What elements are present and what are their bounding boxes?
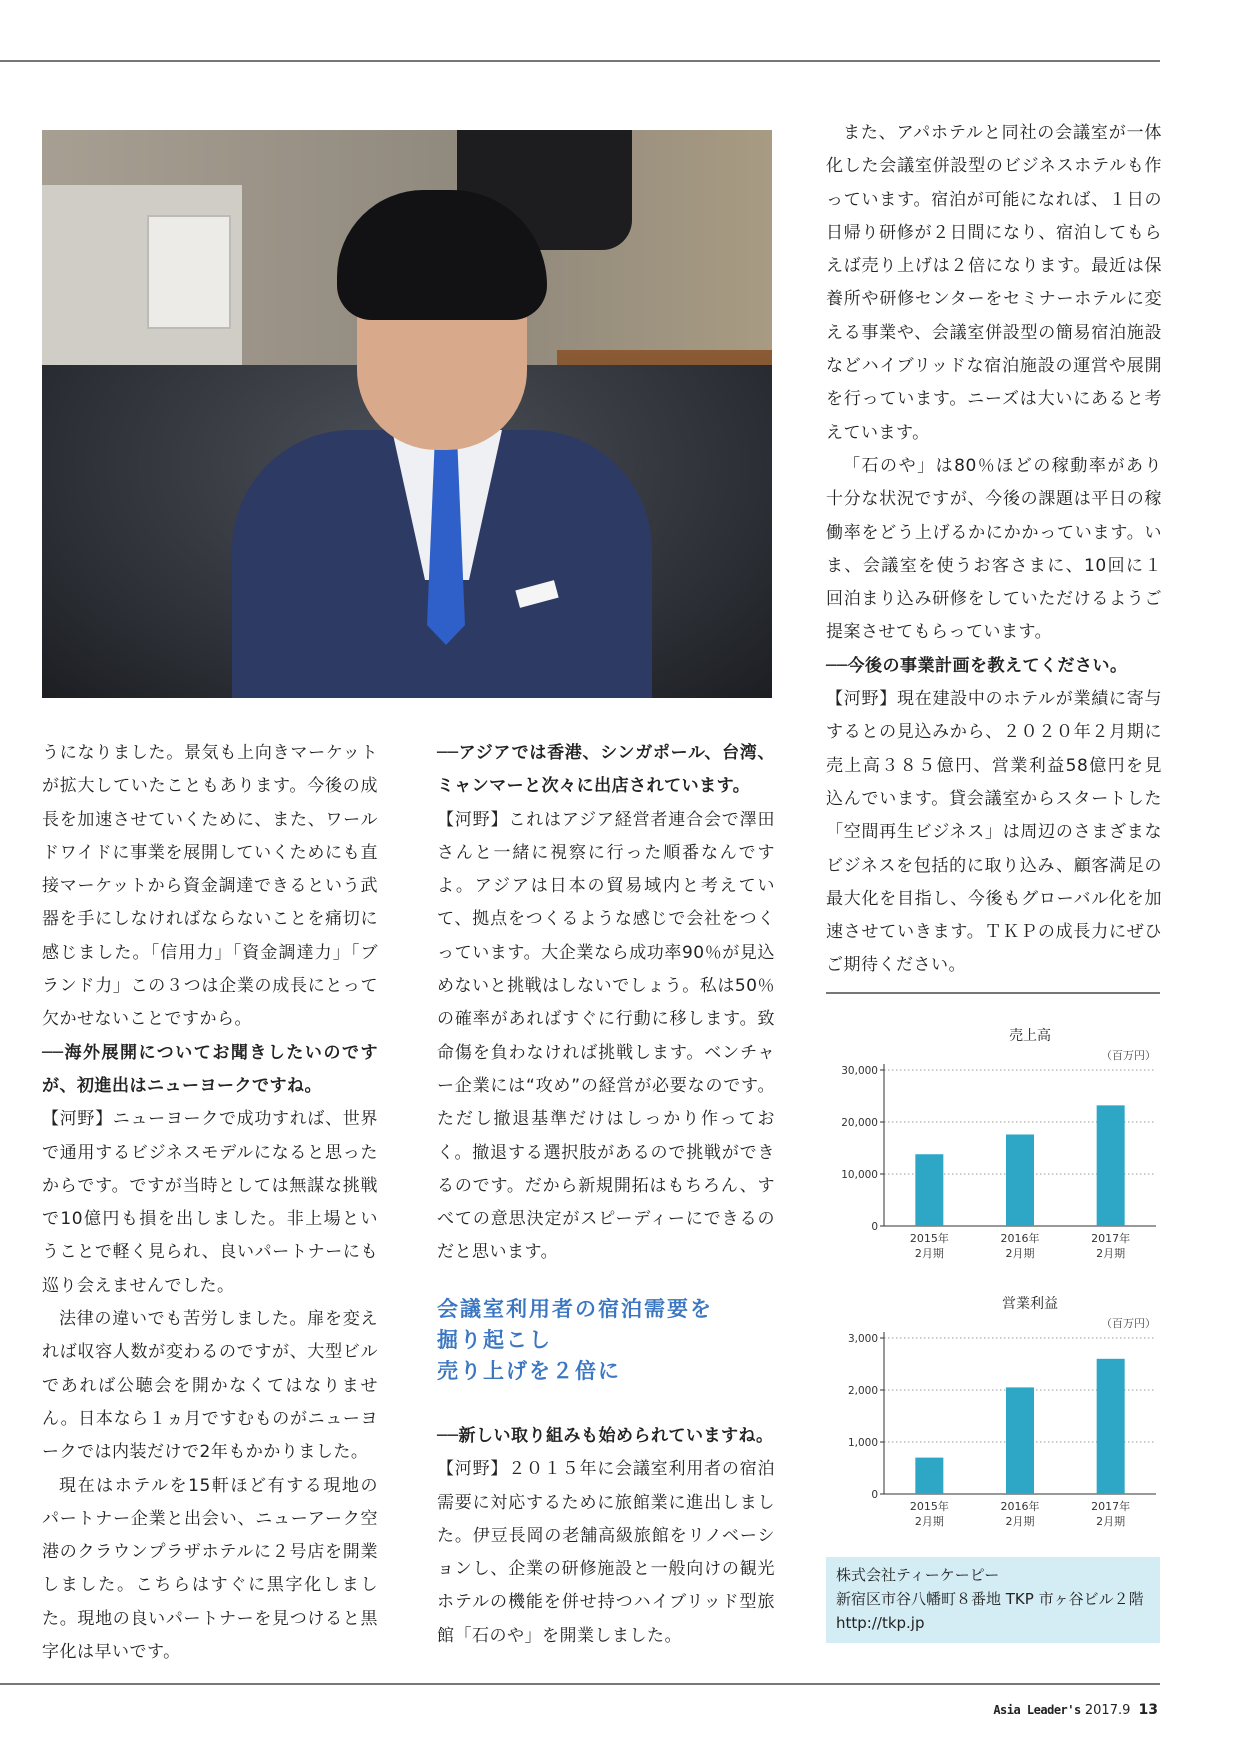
y-tick-label: 0 — [871, 1489, 878, 1501]
bar — [915, 1154, 943, 1226]
interview-question: ──アジアでは香港、シンガポール、台湾、ミャンマーと次々に出店されています。 — [437, 743, 775, 797]
text-column-middle-top — [437, 737, 775, 1270]
bar — [915, 1458, 943, 1494]
top-rule — [0, 60, 1160, 62]
x-tick-label: 2016年 — [1000, 1232, 1040, 1245]
paragraph: 「石のや」は80％ほどの稼動率があり十分な状況ですが、今後の課題は平日の稼働率をどう上げるかにかかっています。いま、会議室を使うお客さまに、10回に１回泊まり込み研修をしていただけるようご提案させてもらっています。 — [826, 455, 1162, 643]
company-url[interactable]: http://tkp.jp — [836, 1614, 925, 1632]
text-column-left — [42, 737, 378, 1669]
chart-title: 営業利益 — [1002, 1296, 1058, 1312]
y-tick-label: 2,000 — [847, 1385, 878, 1397]
company-info-box — [826, 1557, 1160, 1643]
paragraph: 【河野】現在建設中のホテルが業績に寄与するとの見込みから、２０２０年２月期に売上高３８５億円、営業利益58億円を見込んでいます。貸会議室からスタートした「空間再生ビジネス」は周辺のさまざまなビジネスを包括的に取り込み、顧客満足の最大化を目指し、今後もグローバル化を加速させていきます。ＴＫＰの成長力にぜひご期待ください。 — [826, 689, 1162, 976]
x-tick-label: 2015年 — [909, 1500, 949, 1513]
chart-title: 売上高 — [1009, 1028, 1051, 1044]
y-tick-label: 0 — [871, 1221, 878, 1233]
x-tick-label: 2月期 — [1096, 1247, 1126, 1260]
magazine-brand: Asia Leader's — [993, 1703, 1081, 1717]
page-footer — [993, 1702, 1158, 1718]
y-tick-label: 20,000 — [841, 1117, 878, 1129]
paragraph: 【河野】これはアジア経営者連合会で澤田さんと一緒に視察に行った順番なんですよ。アジアは日本の貿易域内と考えていて、拠点をつくるような感じで会社をつくっています。大企業なら成功率90％が見込めないと挑戦はしないでしょう。私は50％の確率があればすぐに行動に移します。致命傷を負わなければ挑戦します。ベンチャー企業には“攻め”の経営が必要なのです。ただし撤退基準だけはしっかり作っておく。撤退する選択肢があるので挑戦ができるのです。だから新規開拓はもちろん、すべての意思決定がスピーディーにできるのだと思います。 — [437, 809, 775, 1263]
bottom-rule — [0, 1683, 1160, 1685]
interview-question: ──海外展開についてお聞きしたいのですが、初進出はニューヨークですね。 — [42, 1042, 378, 1096]
x-tick-label: 2月期 — [914, 1515, 944, 1528]
paragraph: また、アパホテルと同社の会議室が一体化した会議室併設型のビジネスホテルも作っています。宿泊が可能になれば、１日の日帰り研修が２日間になり、宿泊してもらえば売り上げは２倍になります。最近は保養所や研修センターをセミナーホテルに変える事業や、会議室併設型の簡易宿泊施設などハイブリッドな宿泊施設の運営や展開を行っています。ニーズは大いにあると考えています。 — [826, 123, 1162, 443]
bar — [1097, 1105, 1125, 1226]
x-tick-label: 2月期 — [1005, 1247, 1035, 1260]
y-tick-label: 1,000 — [847, 1437, 878, 1449]
text-column-middle-bottom — [437, 1420, 775, 1653]
y-tick-label: 10,000 — [841, 1169, 878, 1181]
page-number: 13 — [1138, 1702, 1158, 1718]
section-heading: 会議室利用者の宿泊需要を 掘り起こし 売り上げを２倍に — [437, 1297, 713, 1383]
interview-photo — [42, 130, 772, 698]
bar — [1097, 1359, 1125, 1494]
interview-question: ──新しい取り組みも始められていますね。 — [437, 1426, 774, 1446]
y-tick-label: 30,000 — [841, 1065, 878, 1077]
chart-svg — [826, 1290, 1166, 1540]
text-column-right — [826, 117, 1162, 983]
paragraph: 現在はホテルを15軒ほど有する現地のパートナー企業と出会い、ニューアーク空港のクラウンプラザホテルに２号店を開業しました。こちらはすぐに黒字化しました。現地の良いパートナーを見つけると黒字化は早いです。 — [42, 1475, 378, 1663]
chart-divider-rule — [826, 992, 1160, 994]
paragraph: 【河野】ニューヨークで成功すれば、世界で通用するビジネスモデルになると思ったからです。ですが当時としては無謀な挑戦で10億円も損を出しました。非上場ということで軽く見られ、良いパートナーにも巡り会えませんでした。 — [42, 1109, 378, 1296]
operating-profit-chart — [826, 1290, 1166, 1540]
paragraph: うになりました。景気も上向きマーケットが拡大していたこともあります。今後の成長を加速させていくために、また、ワールドワイドに事業を展開していくためにも直接マーケットから資金調達できるという武器を手にしなければならないことを痛切に感じました。「信用力」「資金調達力」「ブランド力」この３つは企業の成長にとって欠かせないことですから。 — [42, 743, 378, 1030]
x-tick-label: 2017年 — [1091, 1232, 1131, 1245]
issue-date: 2017.9 — [1084, 1703, 1131, 1718]
chart-svg — [826, 1022, 1166, 1272]
chart-unit: （百万円） — [1101, 1049, 1156, 1062]
y-tick-label: 3,000 — [847, 1333, 878, 1345]
x-tick-label: 2016年 — [1000, 1500, 1040, 1513]
company-name: 株式会社ティーケーピー — [836, 1566, 1000, 1584]
paragraph: 【河野】２０１５年に会議室利用者の宿泊需要に対応するために旅館業に進出しました。伊豆長岡の老舗高級旅館をリノベーションし、企業の研修施設と一般向けの観光ホテルの機能を併せ持つハイブリッド型旅館「石のや」を開業しました。 — [437, 1459, 775, 1646]
x-tick-label: 2017年 — [1091, 1500, 1131, 1513]
paragraph: 法律の違いでも苦労しました。扉を変えれば収容人数が変わるのですが、大型ビルであれば公聴会を開かなくてはなりません。日本なら１ヵ月ですむものがニューヨークでは内装だけで2年もかかりました。 — [42, 1309, 378, 1463]
x-tick-label: 2月期 — [914, 1247, 944, 1260]
person-figure — [232, 190, 652, 698]
x-tick-label: 2月期 — [1096, 1515, 1126, 1528]
bar — [1006, 1387, 1034, 1494]
sales-chart — [826, 1022, 1166, 1272]
company-address: 新宿区市谷八幡町８番地 TKP 市ヶ谷ビル２階 — [836, 1590, 1144, 1608]
bar — [1006, 1134, 1034, 1226]
x-tick-label: 2月期 — [1005, 1515, 1035, 1528]
x-tick-label: 2015年 — [909, 1232, 949, 1245]
chart-unit: （百万円） — [1101, 1317, 1156, 1330]
interview-question: ──今後の事業計画を教えてください。 — [826, 655, 1128, 676]
